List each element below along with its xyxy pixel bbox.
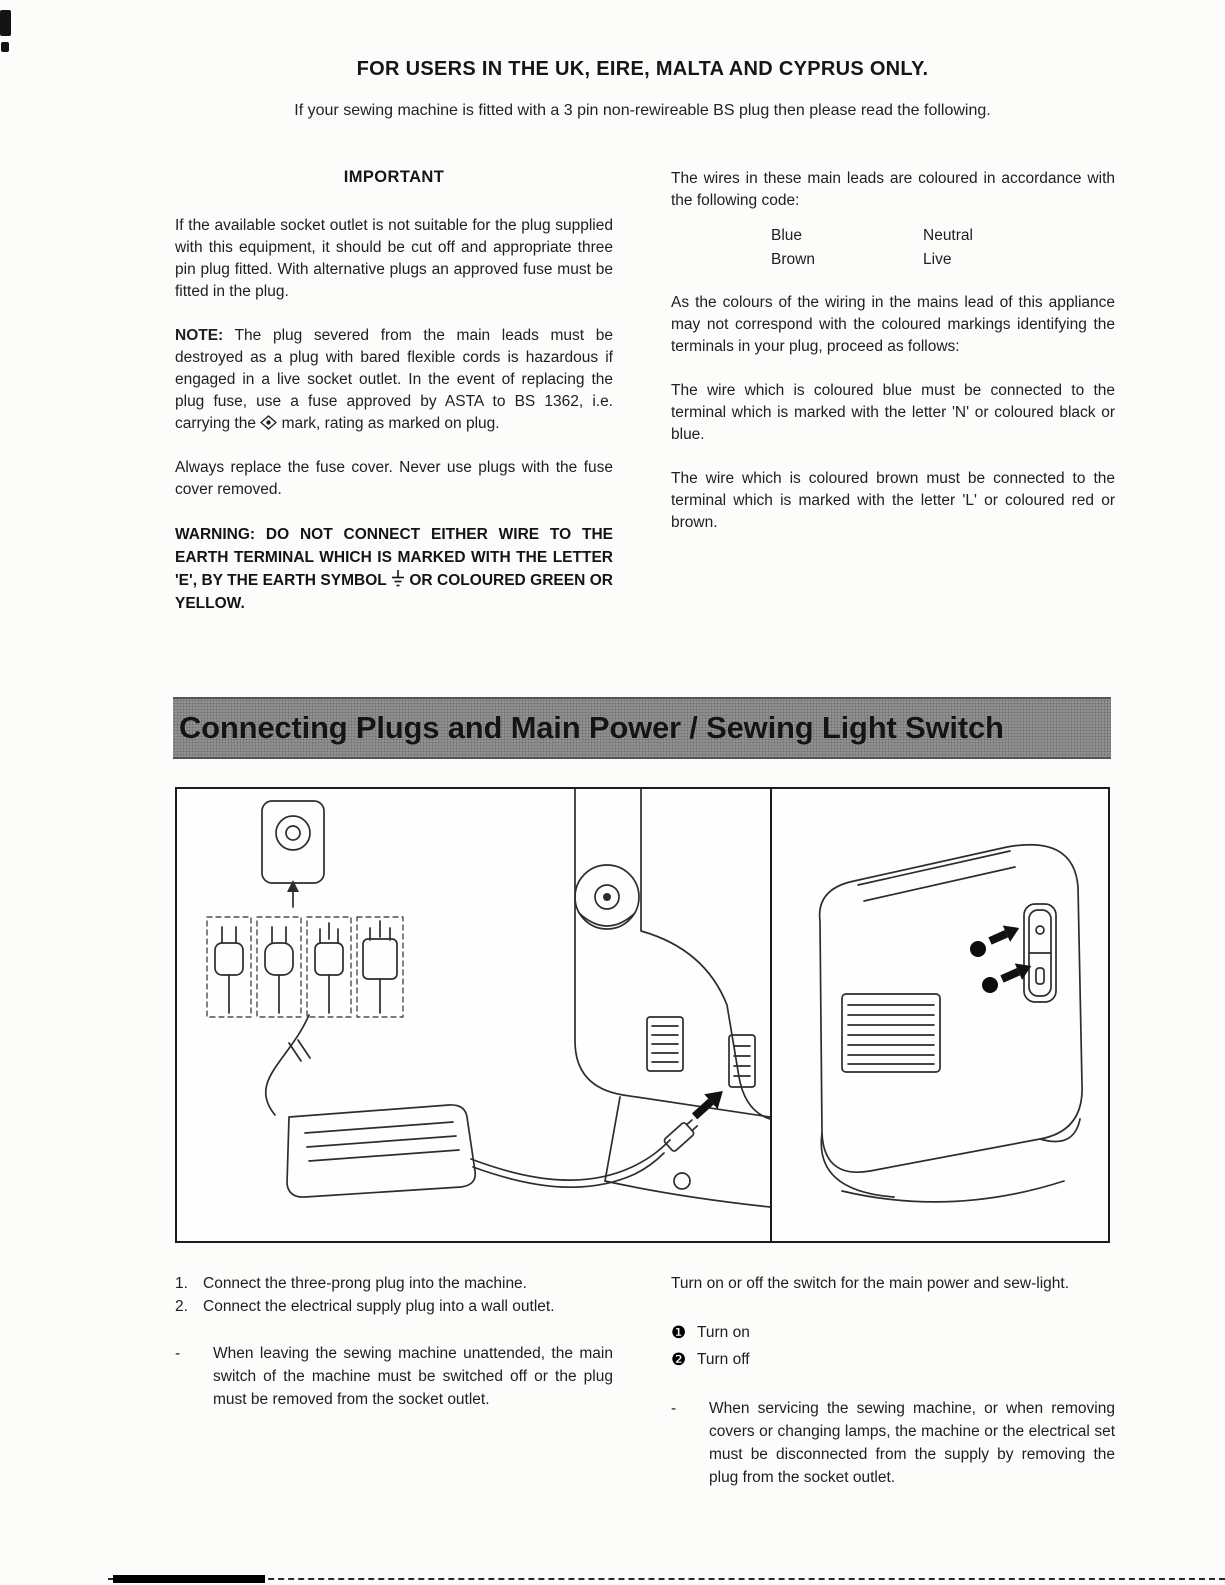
scan-artifact-bar xyxy=(113,1575,265,1583)
scan-speck xyxy=(1,42,9,52)
upper-columns xyxy=(175,168,1115,637)
arrow-to-switch-top-icon xyxy=(986,920,1023,949)
note-text-after: mark, rating as marked on plug. xyxy=(281,415,500,432)
page-bottom-rule xyxy=(108,1578,1225,1580)
servicing-note-text: When servicing the sewing machine, or when removing covers or changing lamps, the machine or the electrical set must be disconnected from the supply by removing the plug from the socket outlet. xyxy=(709,1400,1115,1486)
note-label: NOTE: xyxy=(175,327,224,344)
wire-colour: Brown xyxy=(771,251,815,268)
power-switch-drawing xyxy=(772,789,1108,1241)
page-subtitle: If your sewing machine is fitted with a 3 pin non-rewireable BS plug then please read the following. xyxy=(294,102,991,119)
foot-controller-drawing xyxy=(287,1105,475,1197)
section-banner xyxy=(173,697,1111,759)
wire-meaning: Live xyxy=(923,251,952,268)
wall-outlet-drawing xyxy=(262,801,324,883)
step-text: Connect the three-prong plug into the machine. xyxy=(203,1275,527,1292)
warning-paragraph xyxy=(175,523,613,615)
asta-mark-icon xyxy=(260,415,277,430)
arrow-to-outlet-icon xyxy=(287,880,299,907)
left-column xyxy=(175,168,613,637)
sewing-machine-drawing xyxy=(575,789,770,1207)
scan-speck xyxy=(0,10,11,36)
step-1 xyxy=(175,1272,613,1295)
socket-paragraph: If the available socket outlet is not suitable for the plug supplied with this equipment, it should be cut off and appropriate three pin plug fitted. With alternative plugs an approved fuse must be fitted in the plug. xyxy=(175,217,613,300)
switch-intro-paragraph: Turn on or off the switch for the main power and sew-light. xyxy=(671,1275,1070,1292)
code-intro-paragraph: The wires in these main leads are coloured in accordance with the following code: xyxy=(671,170,1115,209)
servicing-note xyxy=(671,1397,1115,1489)
unattended-note xyxy=(175,1342,613,1411)
callout-1-dot xyxy=(970,941,986,957)
bottom-right-column xyxy=(671,1272,1115,1489)
wire-code-row xyxy=(671,248,1115,272)
cord-plug-drawing xyxy=(663,1117,700,1152)
turn-off-badge: ❷ xyxy=(671,1350,687,1369)
important-heading: IMPORTANT xyxy=(343,168,445,186)
lower-columns xyxy=(175,1272,1115,1489)
right-column xyxy=(671,168,1115,637)
plug-connection-drawing xyxy=(177,789,770,1241)
wire-colour: Blue xyxy=(771,227,803,244)
earth-symbol-icon xyxy=(391,570,405,587)
blue-wire-paragraph: The wire which is coloured blue must be connected to the terminal which is marked with the letter 'N' or coloured black or blue. xyxy=(671,382,1115,443)
fuse-cover-paragraph: Always replace the fuse cover. Never use plugs with the fuse cover removed. xyxy=(175,459,613,498)
turn-off-row xyxy=(671,1346,1115,1373)
unattended-note-text: When leaving the sewing machine unattended, the main switch of the machine must be switched off or the plug must be removed from the socket outlet. xyxy=(213,1345,613,1408)
step-2 xyxy=(175,1295,613,1318)
turn-off-label: Turn off xyxy=(697,1351,750,1368)
turn-on-row xyxy=(671,1319,1115,1346)
wire-colour-code xyxy=(671,224,1115,272)
bottom-left-column xyxy=(175,1272,613,1489)
page-title: FOR USERS IN THE UK, EIRE, MALTA AND CYPRUS ONLY. xyxy=(356,58,929,80)
colours-paragraph: As the colours of the wiring in the mains lead of this appliance may not correspond with the coloured markings identifying the terminals in your plug, proceed as follows: xyxy=(671,294,1115,355)
step-number: 1. xyxy=(175,1275,188,1292)
turn-on-label: Turn on xyxy=(697,1324,750,1341)
wire-code-row xyxy=(671,224,1115,248)
note-text-before: The plug severed from the main leads must be destroyed as a plug with bared flexible cords is hazardous if engaged in a live socket outlet. In the event of replacing the plug fuse, use a fuse approved by ASTA to BS 1362, i.e. carrying the xyxy=(175,327,613,432)
machine-rear-drawing xyxy=(820,845,1082,1202)
connection-figure xyxy=(175,787,1110,1243)
figure-power-switch-panel xyxy=(772,789,1108,1241)
plug-variants-drawing xyxy=(207,917,403,1017)
wire-meaning: Neutral xyxy=(923,227,973,244)
callout-2-dot xyxy=(982,977,998,993)
note-paragraph xyxy=(175,325,613,435)
section-banner-title: Connecting Plugs and Main Power / Sewing Light Switch xyxy=(179,710,1004,745)
dash-bullet: - xyxy=(671,1400,677,1417)
title-block xyxy=(175,58,1110,81)
step-number: 2. xyxy=(175,1298,188,1315)
brown-wire-paragraph: The wire which is coloured brown must be connected to the terminal which is marked with the letter 'L' or coloured red or brown. xyxy=(671,470,1115,531)
dash-bullet: - xyxy=(175,1345,181,1362)
arrow-to-socket-icon xyxy=(688,1084,730,1124)
warning-text-before: WARNING: DO NOT CONNECT EITHER WIRE TO THE EARTH TERMINAL WHICH IS MARKED WITH THE LETTER 'E', BY THE EARTH SYMBOL xyxy=(175,526,613,589)
step-text: Connect the electrical supply plug into a wall outlet. xyxy=(203,1298,555,1315)
power-switch-rocker-drawing xyxy=(1024,904,1056,1002)
turn-on-badge: ❶ xyxy=(671,1323,687,1342)
warning-text-after: OR COLOURED GREEN OR YELLOW. xyxy=(175,572,613,612)
figure-plug-connection-panel xyxy=(177,789,772,1241)
